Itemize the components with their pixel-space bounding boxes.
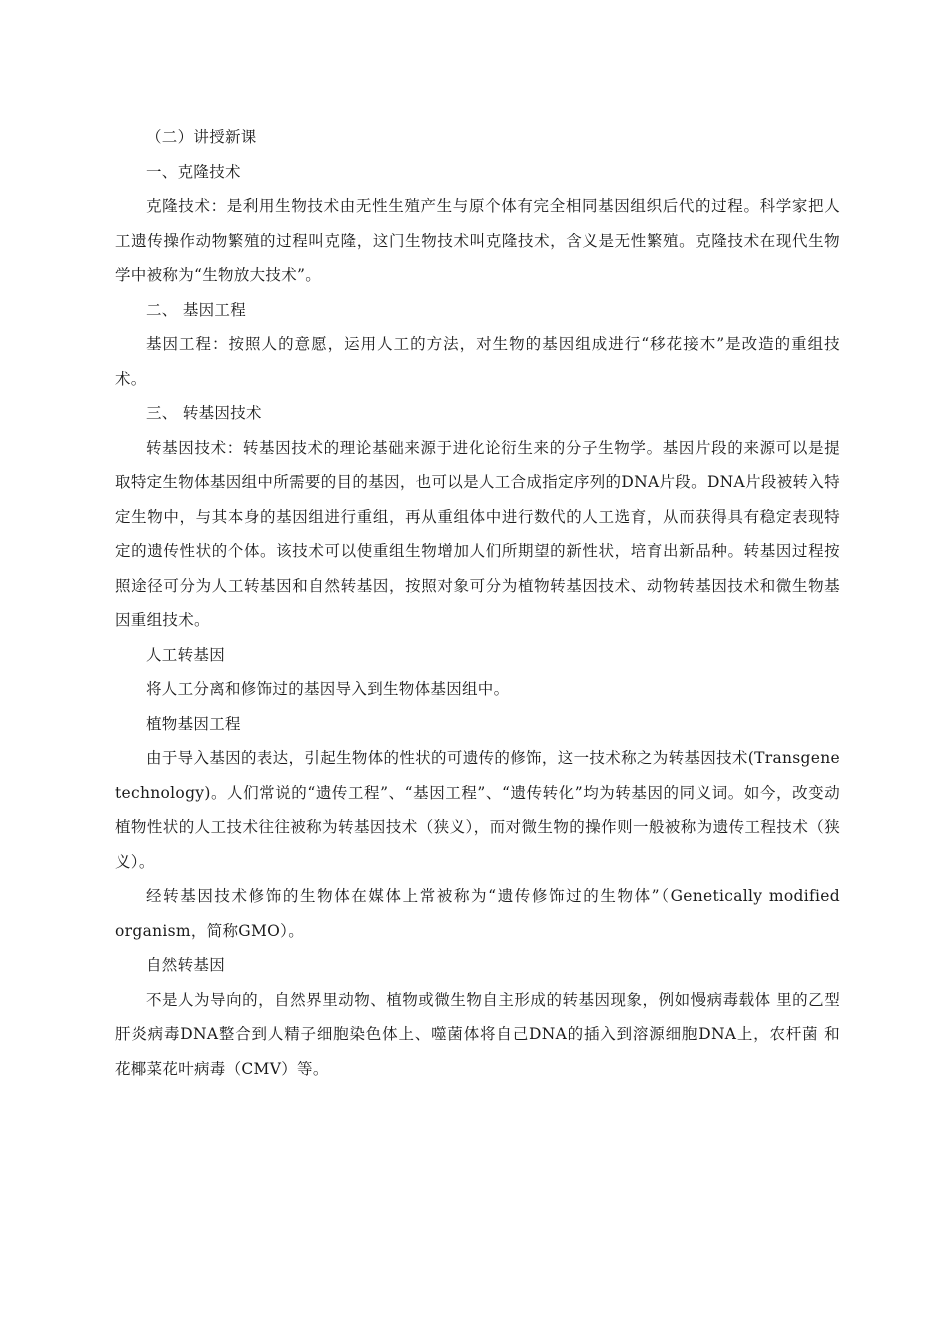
- plant-genetic-engineering-paragraph-2: 经转基因技术修饰的生物体在媒体上常被称为“遗传修饰过的生物体”（Genetically modified organism，简称GMO）。: [115, 887, 840, 940]
- plant-genetic-engineering-paragraph-1: 由于导入基因的表达，引起生物体的性状的可遗传的修饰，这一技术称之为转基因技术(Transgene technology)。人们常说的“遗传工程”、“基因工程”、“遗传转化”均为转基因的同义词。如今，改变动植物性状的人工技术往往被称为转基因技术（狭义），而对微生物的操作则一般被称为遗传工程技术（狭义）。: [115, 749, 840, 871]
- natural-transgene-paragraph: 不是人为导向的，自然界里动物、植物或微生物自主形成的转基因现象，例如慢病毒载体 里的乙型肝炎病毒DNA整合到人精子细胞染色体上、噬菌体将自己DNA的插入到溶源细胞DNA上，农杆菌 和 花椰菜花叶病毒（CMV）等。: [115, 990, 840, 1078]
- cloning-paragraph: 克隆技术：是利用生物技术由无性生殖产生与原个体有完全相同基因组织后代的过程。科学家把人工遗传操作动物繁殖的过程叫克隆，这门生物技术叫克隆技术，含义是无性繁殖。克隆技术在现代生物学中被称为“生物放大技术”。: [115, 197, 840, 284]
- cloning-heading: 一、克隆技术: [146, 162, 241, 181]
- transgenic-heading: 三、 转基因技术: [146, 404, 262, 422]
- transgenic-paragraph: 转基因技术：转基因技术的理论基础来源于进化论衍生来的分子生物学。基因片段的来源可以是提取特定生物体基因组中所需要的目的基因，也可以是人工合成指定序列的DNA片段。DNA片段被转入特定生物中，与其本身的基因组进行重组，再从重组体中进行数代的人工选育，从而获得具有稳定表现特定的遗传性状的个体。该技术可以使重组生物增加人们所期望的新性状，培育出新品种。转基因过程按照途径可分为人工转基因和自然转基因，按照对象可分为植物转基因技术、动物转基因技术和微生物基因重组技术。: [115, 438, 840, 629]
- artificial-transgene-heading: 人工转基因: [146, 645, 226, 664]
- section-intro-heading: （二）讲授新课: [146, 128, 257, 146]
- document-body: [115, 120, 840, 1086]
- genetic-engineering-heading: 二、 基因工程: [146, 300, 247, 319]
- genetic-engineering-paragraph: 基因工程：按照人的意愿，运用人工的方法，对生物的基因组成进行“移花接木”是改造的重组技术。: [115, 335, 840, 388]
- artificial-transgene-paragraph: 将人工分离和修饰过的基因导入到生物体基因组中。: [146, 680, 510, 698]
- plant-genetic-engineering-heading: 植物基因工程: [146, 714, 241, 733]
- natural-transgene-heading: 自然转基因: [146, 956, 226, 974]
